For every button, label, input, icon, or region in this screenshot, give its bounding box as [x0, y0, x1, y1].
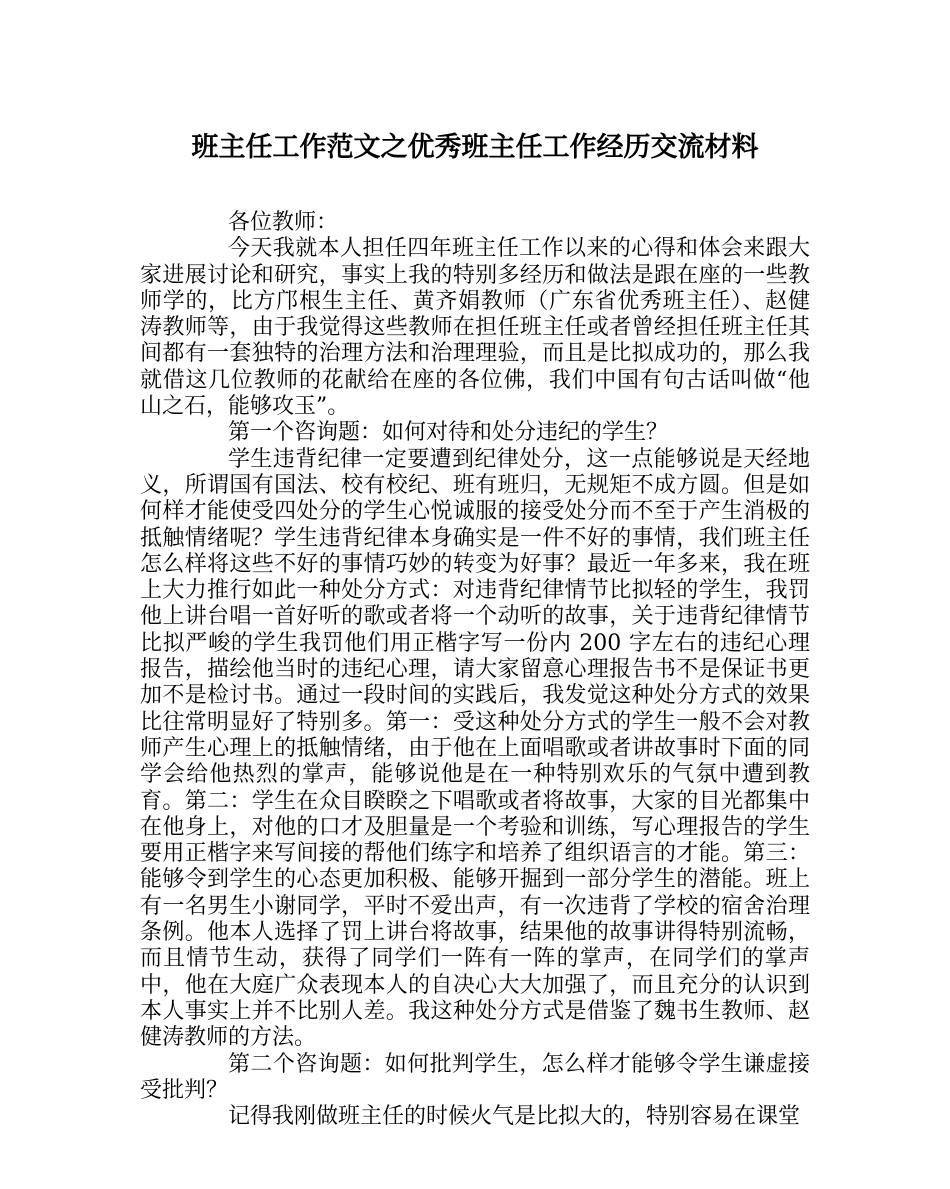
document-body — [140, 210, 810, 1130]
question-one-paragraph: 学生违背纪律一定要遭到纪律处分，这一点能够说是天经地义，所谓国有国法、校有校纪、班有班归，无规矩不成方圆。但是如何样才能使受四处分的学生心悦诚服的接受处分而不至于产生消极的抵触情绪呢？学生违背纪律本身确实是一件不好的事情，我们班主任怎么样将这些不好的事情巧妙的转变为好事？最近一年多来，我在班上大力推行如此一种处分方式：对违背纪律情节比拟轻的学生，我罚他上讲台唱一首好听的歌或者将一个动听的故事，关于违背纪律情节比拟严峻的学生我罚他们用正楷字写一份内 200 字左右的违纪心理报告，描绘他当时的违纪心理，请大家留意心理报告书不是保证书更加不是检讨书。通过一段时间的实践后，我发觉这种处分方式的效果比往常明显好了特别多。第一：受这种处分方式的学生一般不会对教师产生心理上的抵触情绪，由于他在上面唱歌或者讲故事时下面的同学会给他热烈的掌声，能够说他是在一种特别欢乐的气氛中遭到教育。第二：学生在众目睽睽之下唱歌或者将故事，大家的目光都集中在他身上，对他的口才及胆量是一个考验和训练，写心理报告的学生要用正楷字来写间接的帮他们练字和培养了组织语言的才能。第三：能够令到学生的心态更加积极、能够开掘到一部分学生的潜能。班上有一名男生小谢同学，平时不爱出声，有一次违背了学校的宿舍治理条例。他本人选择了罚上讲台将故事，结果他的故事讲得特别流畅，而且情节生动，获得了同学们一阵有一阵的掌声，在同学们的掌声中，他在大庭广众表现本人的自决心大大加强了，而且充分的认识到本人事实上并不比别人差。我这种处分方式是借鉴了魏书生教师、赵健涛教师的方法。 — [140, 446, 810, 1051]
question-two-paragraph: 记得我刚做班主任的时候火气是比拟大的，特别容易在课堂 — [228, 1104, 801, 1130]
question-two-heading: 第二个咨询题：如何批判学生，怎么样才能够令学生谦虚接受批判？ — [140, 1051, 810, 1103]
salutation-paragraph: 各位教师： — [228, 210, 339, 235]
intro-paragraph: 今天我就本人担任四年班主任工作以来的心得和体会来跟大家进展讨论和研究，事实上我的特别多经历和做法是跟在座的一些教师学的，比方邝根生主任、黄齐娟教师（广东省优秀班主任）、赵健涛教师等，由于我觉得这些教师在担任班主任或者曾经担任班主任其间都有一套独特的治理方法和治理理验，而且是比拟成功的，那么我就借这几位教师的花献给在座的各位佛，我们中国有句古话叫做“他山之石，能够攻玉”。 — [140, 236, 810, 420]
question-one-heading: 第一个咨询题：如何对待和处分违纪的学生？ — [228, 420, 669, 446]
document-title: 班主任工作范文之优秀班主任工作经历交流材料 — [191, 132, 759, 163]
